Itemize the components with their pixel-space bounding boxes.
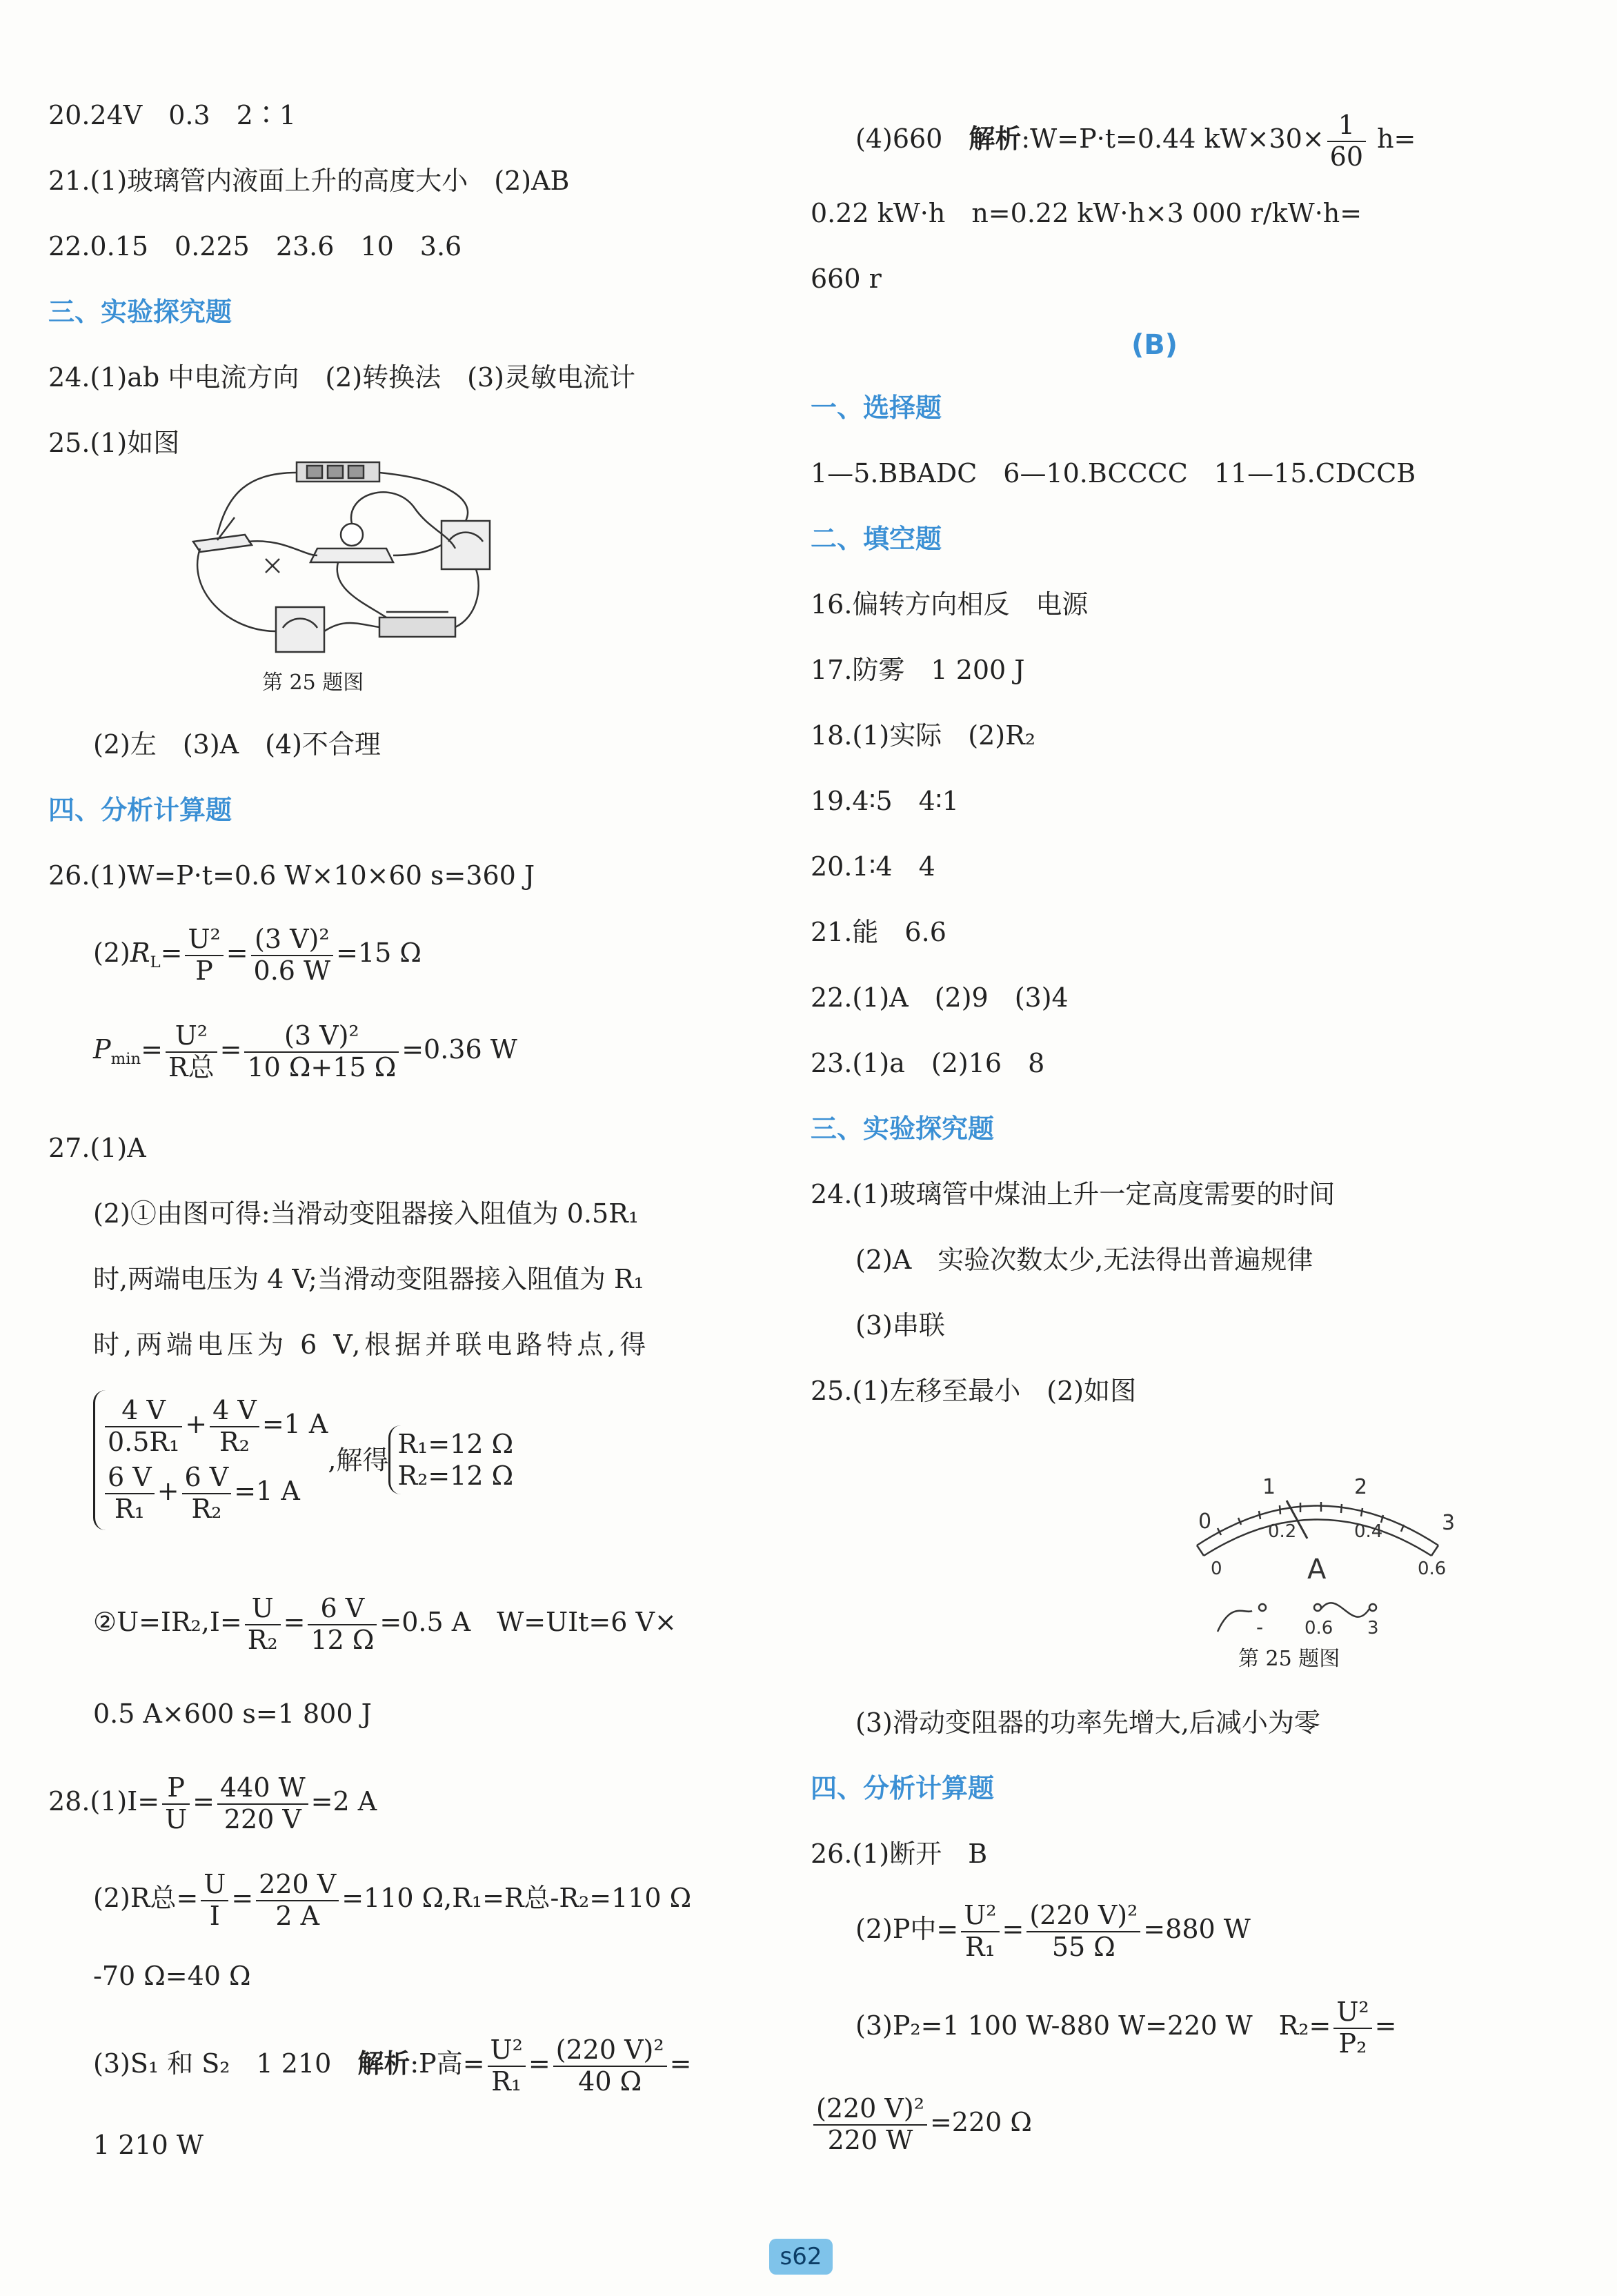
answer-a-27-4c: 660 r <box>811 264 882 294</box>
circuit-diagram-figure <box>186 452 504 666</box>
meter-bottom-label: 0.2 <box>1268 1521 1297 1542</box>
answer-b-17: 17.防雾 1 200 J <box>811 655 1025 685</box>
ammeter-icon <box>276 607 324 652</box>
answer-28-4: (3)S₁ 和 S₂ 1 210 解析:P高= $\frac{\text{U²}}{\text{R₁}}$ = $\frac{\text{(220 V)²}}{40 \Omega}$ = <box>93 2035 692 2097</box>
answer-28-1: 28.(1)I= $\frac{P}{U}$ = $\frac{440 W}{220 V}$ =2 A <box>48 1772 377 1834</box>
answer-b-25-3: (3)滑动变阻器的功率先增大,后减小为零 <box>855 1708 1320 1738</box>
meter-bottom-label: 0 <box>1211 1558 1222 1579</box>
page-number-badge: s62 <box>769 2239 833 2275</box>
answer-25-2: (2)左 (3)A (4)不合理 <box>93 729 381 760</box>
answer-22: 22.0.15 0.225 23.6 10 3.6 <box>48 231 462 261</box>
answer-b-24-3: (3)串联 <box>855 1310 945 1340</box>
equation-system: $\frac{4 V}{\text{0.5R₁}}$ + $\frac{4 V}{\text{R₂}}$ =1 A $\frac{6 V}{\text{R₁}}$ + $\frac{6 V}{\text{R₂}}$ =1 A ,解得 R₁=12 Ω R₂=12 Ω <box>93 1390 513 1530</box>
answer-20: 20.24V 0.3 2∶1 <box>48 100 297 130</box>
answer-28-5: 1 210 W <box>93 2130 204 2160</box>
answer-26-3: $P_{min}=$ $\frac{\text{U²}}{\text{R总}}$ = $\frac{\text{(3 V)²}}{10 \Omega+15 \Omega}$ =0.36 W <box>93 1020 517 1082</box>
answer-b-24-1: 24.(1)玻璃管中煤油上升一定高度需要的时间 <box>811 1179 1336 1209</box>
answer-b-26-2: (2)P中= $\frac{\text{U²}}{\text{R₁}}$ = $\frac{\text{(220 V)²}}{55 \Omega}$ =880 W <box>855 1900 1251 1962</box>
answer-b-21: 21.能 6.6 <box>811 917 946 947</box>
answer-26-1: 26.(1)W=P·t=0.6 W×10×60 s=360 J <box>48 860 535 891</box>
fraction: $\frac{\text{U²}}{\text{R总}}$ <box>166 1021 217 1082</box>
meter-unit-label: A <box>1307 1554 1327 1585</box>
rheostat-icon <box>379 617 455 637</box>
part-b-heading: (B) <box>1131 329 1178 361</box>
answer-b-26-3: (3)P₂=1 100 W-880 W=220 W R₂= $\frac{\text{U²}}{\text{P₂}}$ = <box>855 1997 1397 2059</box>
answer-27-3: ②U=IR₂,I= $\frac{U}{\text{R₂}}$ = $\frac{6 V}{12 \Omega}$ =0.5 A W=UIt=6 V× <box>93 1593 677 1655</box>
section-heading-experiment: 三、实验探究题 <box>48 297 232 327</box>
fraction: $\frac{\text{U²}}{P}$ <box>185 924 223 986</box>
answer-a-27-4: (4)660 解析:W=P·t=0.44 kW×30× $\frac{1}{60}$ h= <box>855 110 1416 172</box>
meter-top-label: 3 <box>1442 1511 1456 1535</box>
answer-b-16: 16.偏转方向相反 电源 <box>811 589 1089 620</box>
answer-21: 21.(1)玻璃管内液面上升的高度大小 (2)AB <box>48 166 570 196</box>
meter-bottom-label: 0.4 <box>1354 1521 1383 1542</box>
answer-b-20: 20.1∶4 4 <box>811 851 935 882</box>
meter-top-label: 2 <box>1354 1475 1368 1499</box>
answer-27-2c: 时,两端电压为 6 V,根据并联电路特点,得 <box>93 1329 651 1360</box>
answer-b-25-1: 25.(1)左移至最小 (2)如图 <box>811 1376 1137 1406</box>
answer-b-18: 18.(1)实际 (2)R₂ <box>811 720 1035 751</box>
meter-top-label: 0 <box>1198 1510 1212 1534</box>
switch-icon <box>193 535 252 552</box>
meter-top-label: 1 <box>1262 1475 1276 1499</box>
answer-b-23: 23.(1)a (2)16 8 <box>811 1048 1045 1078</box>
answer-b-22: 22.(1)A (2)9 (3)4 <box>811 982 1069 1013</box>
answer-24: 24.(1)ab 中电流方向 (2)转换法 (3)灵敏电流计 <box>48 362 635 393</box>
section-heading-fill: 二、填空题 <box>811 524 942 554</box>
answer-b-26-1: 26.(1)断开 B <box>811 1839 988 1869</box>
answer-b-19: 19.4∶5 4∶1 <box>811 786 959 816</box>
fraction: $\frac{\text{(3 V)²}}{0.6 W}$ <box>251 924 334 986</box>
answer-27-2b: 时,两端电压为 4 V;当滑动变阻器接入阻值为 R₁ <box>93 1264 644 1294</box>
meter-bottom-label: 0.6 <box>1418 1558 1447 1579</box>
answer-b-26-4: $\frac{\text{(220 V)²}}{220 W}$ =220 Ω <box>811 2094 1032 2155</box>
fraction: $\frac{\text{(3 V)²}}{10 \Omega+15 \Omega}$ <box>244 1021 399 1082</box>
figure-caption-25-right: 第 25 题图 <box>1238 1647 1340 1671</box>
section-heading-experiment-b: 三、实验探究题 <box>811 1114 995 1144</box>
terminal-label: 3 <box>1367 1618 1379 1639</box>
answer-27-4: 0.5 A×600 s=1 800 J <box>93 1699 372 1729</box>
answer-b-24-2: (2)A 实验次数太少,无法得出普遍规律 <box>855 1245 1313 1275</box>
terminal-label: 0.6 <box>1304 1618 1333 1639</box>
bulb-icon <box>310 548 393 562</box>
answer-26-2: $(2)R_L=$ $\frac{\text{U²}}{P}$ = $\frac{\text{(3 V)²}}{0.6 W}$ =15 Ω <box>93 924 421 986</box>
answer-25-1: 25.(1)如图 <box>48 428 180 458</box>
answer-27-1: 27.(1)A <box>48 1133 146 1163</box>
section-heading-calculation: 四、分析计算题 <box>48 795 232 825</box>
ammeter-dial-figure <box>1169 1463 1542 1656</box>
answer-27-2a: (2)①由图可得:当滑动变阻器接入阻值为 0.5R₁ <box>93 1198 639 1229</box>
section-heading-calculation-b: 四、分析计算题 <box>811 1773 995 1803</box>
answer-28-2: (2)R总= $\frac{U}{I}$ = $\frac{220 V}{2 A}$ =110 Ω,R₁=R总-R₂=110 Ω <box>93 1869 692 1931</box>
answer-a-27-4b: 0.22 kW·h n=0.22 kW·h×3 000 r/kW·h= <box>811 198 1362 228</box>
answer-multiple-choice: 1—5.BBADC 6—10.BCCCC 11—15.CDCCB <box>811 458 1416 488</box>
voltmeter-icon <box>442 521 490 569</box>
figure-caption-25-left: 第 25 题图 <box>262 671 364 695</box>
answer-28-3: -70 Ω=40 Ω <box>93 1961 251 1991</box>
section-heading-choice: 一、选择题 <box>811 393 942 423</box>
terminal-label: - <box>1256 1616 1264 1639</box>
